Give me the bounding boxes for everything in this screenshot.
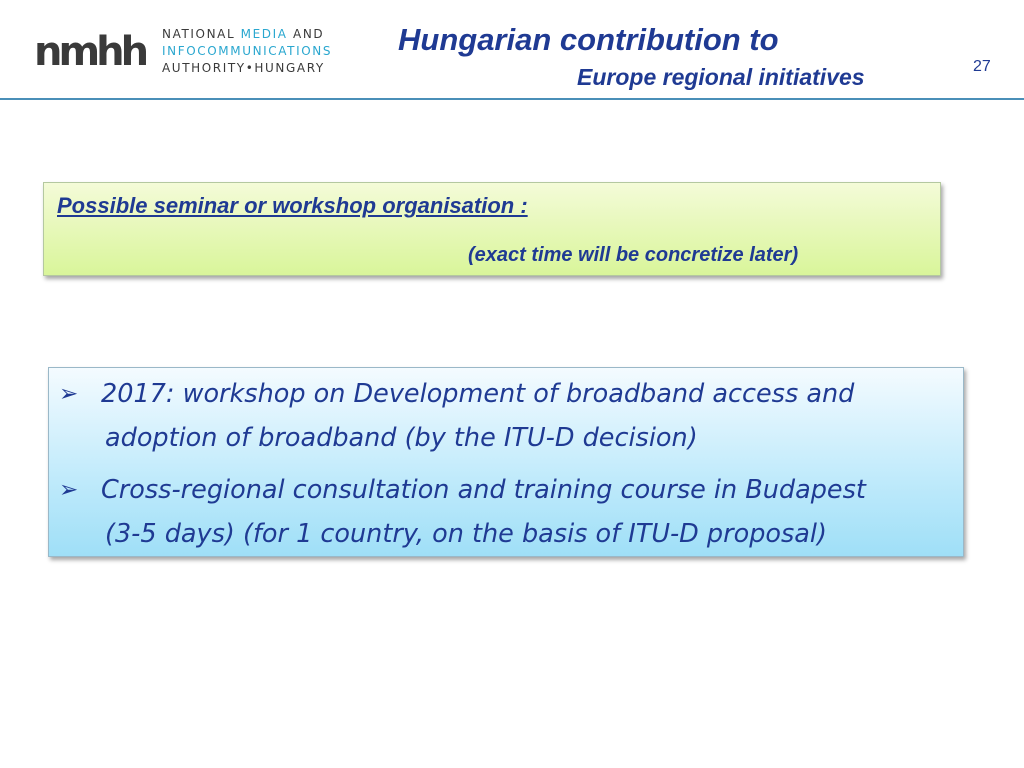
list-item-line: adoption of broadband (by the ITU-D decision)	[105, 423, 698, 453]
list-item-line: Cross-regional consultation and training course in Budapest	[101, 475, 866, 505]
nmhh-logo	[34, 26, 334, 82]
logo-accent-word: MEDIA	[240, 27, 288, 41]
slide-title: Hungarian contribution to	[398, 22, 779, 57]
logo-line-2: INFOCOMMUNICATIONS	[162, 44, 333, 58]
initiatives-box	[48, 367, 964, 557]
list-item	[101, 468, 961, 556]
slide-subtitle: Europe regional initiatives	[577, 64, 865, 90]
list-item	[101, 372, 961, 460]
logo-line-3: AUTHORITY•HUNGARY	[162, 61, 325, 75]
logo-line-1: NATIONAL MEDIA AND	[162, 27, 325, 41]
arrow-bullet-icon: ➢	[59, 381, 79, 407]
arrow-bullet-icon: ➢	[59, 477, 79, 503]
seminar-heading: Possible seminar or workshop organisation :	[57, 193, 528, 218]
seminar-note: (exact time will be concretize later)	[468, 244, 799, 266]
list-item-line: 2017: workshop on Development of broadband access and	[101, 379, 855, 409]
list-item-line: (3-5 days) (for 1 country, on the basis of ITU-D proposal)	[105, 519, 827, 549]
seminar-box	[43, 182, 941, 276]
logo-mark: nmhh	[34, 29, 146, 75]
page-number: 27	[973, 58, 991, 75]
logo-text	[162, 26, 332, 77]
header-divider	[0, 98, 1024, 100]
